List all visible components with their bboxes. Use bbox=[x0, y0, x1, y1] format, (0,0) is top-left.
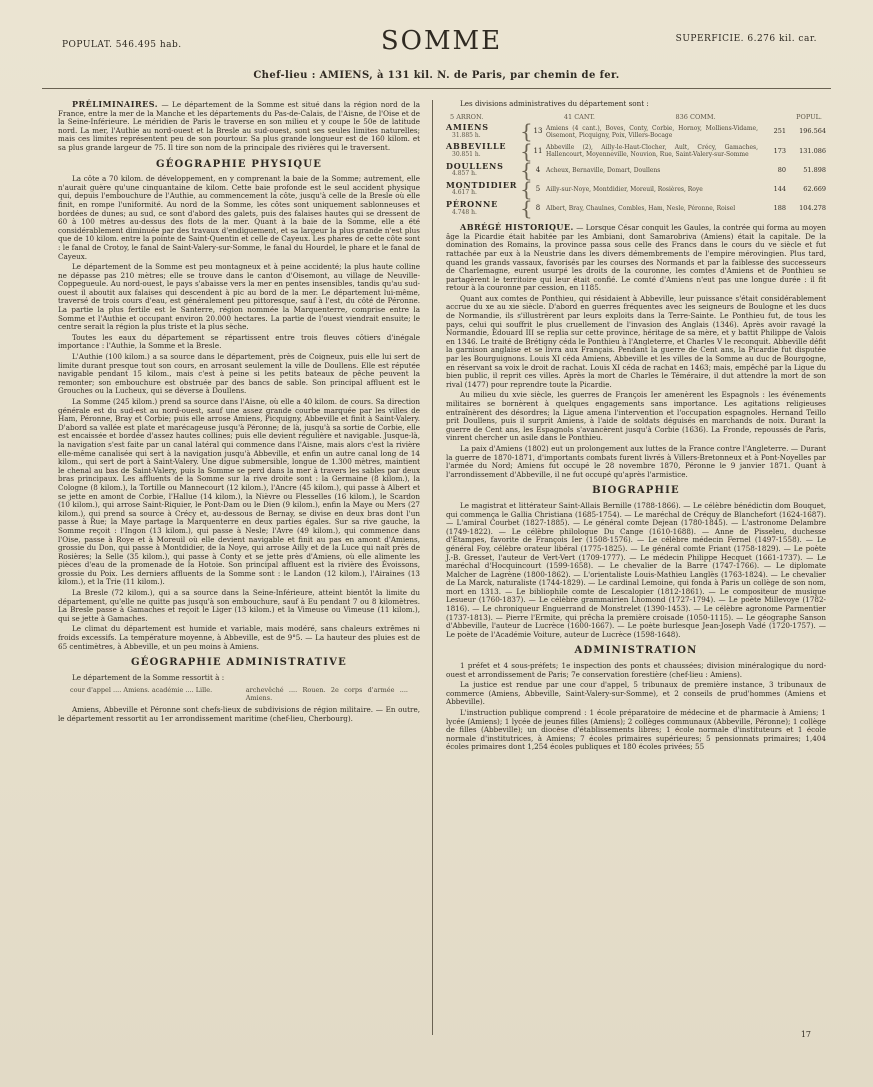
canton-count: 8 bbox=[535, 204, 541, 213]
canton-list: Albert, Bray, Chaulnes, Combles, Ham, Nesle, Péronne, Roisel bbox=[546, 205, 736, 213]
canton-count: 5 bbox=[535, 185, 541, 194]
geo-phys-paragraph: La côte a 70 kilom. de développement, en y comprenant la baie de la Somme; autrement, elle n'aurait guère qu'une cinquantaine de kilom. Cette baie profonde est le seul accident physique qui, depuis l'embouchure de l'Authie, au commencement la côte, jusqu'à celle de la Bresle où elle finit, en rompe l'uniformité. Au nord de la Somme, les côtes sont uniquement sablonneuses et bordées de dunes; au sud, ce sont d'abord des galets, puis des falaises hautes qui se dressent de 60 à 100 mètres au-dessus des flots de la mer. Quant à la baie de la Somme, elle a été considérablement diminuée par des travaux d'endiguement, et sa largeur la plus grande n'est plus que de 10 kilom. entre la pointe de Saint-Quentin et celle de Cayeux. Les phares de cette côte sont : le fanal de Crotoy, le fanal de Saint-Valery-sur-Somme, le fanal du Hourdel, le phare et le fanal de Cayeux. bbox=[58, 174, 420, 261]
commune-count: 144 bbox=[773, 185, 786, 194]
page-header bbox=[40, 26, 843, 66]
population-value: 196.564 bbox=[799, 127, 826, 136]
arrondissement-pop: 30.851 h. bbox=[452, 150, 481, 158]
geo-admin-intro: Le département de la Somme ressortit à : bbox=[72, 672, 225, 682]
canton-count: 4 bbox=[535, 165, 541, 174]
history-paragraph: Au milieu du xvie siècle, les guerres de François Ier amenèrent les Espagnols : les événements militaires se bornèrent à quelques engagements sans importance. Les agitations religieuses entraînèrent des désordres; la Ligue amena l'intervention et l'occupation espagnoles. Hernand Teillo prit Doullens, puis il surprit Amiens, à l'aide de soldats déguisés en marchands de noix. Durant la guerre de Cent ans, les Espagnols s'avancèrent jusqu'à Corbie (1636). La Fronde, repoussés de Paris, vinrent chercher un asile dans le Ponthieu. bbox=[446, 390, 826, 443]
biography-paragraph: Le magistrat et littérateur Saint-Allais Bernille (1788-1866). — Le célèbre bénédictin dom Bouquet, qui commença le Gallia Christiana (1685-1754). — Le maréchal de Créquy de Blanchefort (1624-1687). — L'amiral Courbet (1827-1885). — Le général comte Dejean (1780-1845). — L'astronome Delambre (1749-1822). — Le célèbre philologue Du Cange (1610-1688). — Anne de Pisseleu, duchesse d'Étampes, favorite de François Ier (1508-1576). — Le célèbre médecin Fernel (1497-1558). — Le général Foy, célèbre orateur libéral (1775-1825). — Le général comte Friant (1758-1829). — Le poète J.-B. Gresset, l'auteur de Vert-Vert (1709-1777). — Le médecin Philippe Hecquet (1661-1737). — Le maréchal d'Hocquincourt (1599-1658). — Le chevalier de la Barre (1747-1766). — Le diplomate Malcher de Lagrène (1800-1862). — L'orientaliste Louis-Mathieu Langlès (1763-1824). — Le chevalier de La Marck, naturaliste (1744-1829). — Le cardinal Lemoine, qui fonda à Paris un collège de son nom, mort en 1313. — Le bibliophile comte de Lescalopier (1812-1861). — Le compositeur de musique Lesueur (1760-1837). — Le célèbre grammairien Lhomond (1727-1794). — Le poète Millevoye (1782-1816). — Le chroniqueur Enguerrand de Monstrelet (1390-1453). — Le célèbre agronome Parmentier (1737-1813). — Pierre l'Ermite, qui prêcha la première croisade (1050-1115). — Le géographe Sanson d'Abbeville, l'auteur de Lucrèce (1600-1667). — Le poète burlesque Jean-Joseph Vadé (1720-1757). — Le poète de l'Académie Voiture, auteur de Lucrèce (1598-1648). bbox=[446, 500, 826, 639]
geo-phys-paragraph: Le climat du département est humide et variable, mais modéré, sans chaleurs extrêmes ni froids excessifs. La température moyenne, à Abbeville, est de 9°5. — La hauteur des pluies est de 65 centimètres, à Abbeville, et un peu moins à Amiens. bbox=[58, 624, 420, 651]
population-value: 62.669 bbox=[803, 185, 826, 194]
right-column bbox=[446, 100, 826, 754]
commune-count: 188 bbox=[773, 204, 786, 213]
arrondissement-pop: 31.885 h. bbox=[452, 131, 481, 139]
commune-count: 251 bbox=[773, 127, 786, 136]
population-value: 104.278 bbox=[799, 204, 826, 213]
arrondissement-name: MONTDIDIER bbox=[446, 179, 518, 190]
table-head-cell: 5 ARRON. bbox=[450, 112, 484, 121]
geo-phys-paragraph: Toutes les eaux du département se répartissent entre trois fleuves côtiers d'inégale importance : l'Authie, la Somme et la Bresle. bbox=[58, 332, 420, 351]
history-paragraph bbox=[446, 223, 826, 293]
left-column bbox=[58, 100, 420, 726]
arrondissement-name: PÉRONNE bbox=[446, 198, 499, 209]
canton-list: Acheux, Bernaville, Domart, Doullens bbox=[546, 166, 661, 174]
administration-paragraph: La justice est rendue par une cour d'appel, 5 tribunaux de première instance, 3 tribunaux de commerce (Amiens, Abbeville, Saint-Valery-sur-Somme), et 2 conseils de prud'hommes (Amiens et Abbeville). bbox=[446, 680, 826, 707]
geo-phys-paragraph: L'Authie (100 kilom.) a sa source dans le département, près de Coigneux, puis elle lui sert de limite durant presque tout son cours, en arrosant seulement la ville de Doullens. Elle est réputée navigable pendant 15 kilom., mais c'est à peine si les petits bateaux de pêche peuvent la remonter; son embouchure est obstruée par des bancs de sable. Son principal affluent est le Grouches ou la Lucheux, qui se déverse à Doullens. bbox=[58, 352, 420, 396]
geo-admin-paragraph: Amiens, Abbeville et Péronne sont chefs-lieux de subdivisions de région militaire. — En outre, le département ressortit au 1er arrondissement maritime (chef-lieu, Cherbourg). bbox=[58, 705, 420, 723]
section-title-geographie-physique: GÉOGRAPHIE PHYSIQUE bbox=[155, 158, 323, 170]
commune-count: 173 bbox=[773, 146, 786, 155]
jurisdiction-left: cour d'appel .... Amiens. académie .... Lille. bbox=[70, 686, 213, 695]
arrondissement-pop: 4.857 h. bbox=[452, 170, 477, 178]
brace-glyph: { bbox=[520, 196, 533, 221]
jurisdiction-right: archevêché .... Rouen. 2e corps d'armée .... Amiens. bbox=[245, 686, 408, 703]
canton-list: Abbeville (2), Ailly-le-Haut-Clocher, Ault, Crécy, Gamaches, Hallencourt, Moyenneville, Nouvion, Rue, Saint-Valery-sur-Somme bbox=[546, 143, 758, 158]
arrondissement-name: AMIENS bbox=[446, 122, 489, 133]
preliminaires-lead: PRÉLIMINAIRES. bbox=[72, 99, 159, 109]
chef-lieu-line: Chef-lieu : AMIENS, à 131 kil. N. de Paris, par chemin de fer. bbox=[253, 70, 620, 81]
table-head-cell: 836 COMM. bbox=[675, 112, 716, 121]
section-title-biographie: BIOGRAPHIE bbox=[592, 485, 680, 497]
arrondissement-pop: 4.748 h. bbox=[452, 208, 477, 216]
header-rule bbox=[42, 88, 831, 89]
canton-list: Amiens (4 cant.), Boves, Conty, Corbie, Hornoy, Molliens-Vidame, Oisemont, Picquigny, Poix, Villers-Bocage bbox=[546, 124, 758, 139]
history-paragraph: Quant aux comtes de Ponthieu, qui résidaient à Abbeville, leur puissance s'était considérablement accrue du xe au xie siècle. D'abord en guerres fréquentes avec les seigneurs de Boulogne et les ducs de Normandie, ils s'illustrèrent par leurs exploits dans la Terre-Sainte. Le Ponthieu fut, de tous les pays, celui qui souffrit le plus cruellement de l'invasion des Anglais (1346). Après avoir ravagé la Normandie, Édouard III se replia sur cette province, héritage de sa mère, et y battit Philippe de Valois en 1346. Le traité de Brétigny céda le Ponthieu à l'Angleterre, et Charles V le reconquit. Abbeville défit la garnison anglaise et se livra aux Français. Pendant la guerre de Cent ans, la Picardie fut disputée par les Bourguignons. Louis XI céda Amiens, Abbeville et les villes de la Somme au duc de Bourgogne, en réservant sa voix le droit de rachat. Louis XI céda de rachat en 1463; mais, empêché par la Ligue du bien public, il reprit ces villes. Après la mort de Charles le Téméraire, il dut attendre la mort de son rival (1477) pour reprendre toute la Picardie. bbox=[446, 293, 826, 389]
jurisdiction-table bbox=[70, 686, 408, 702]
brace-glyph: { bbox=[520, 138, 533, 163]
geo-phys-paragraph: La Somme (245 kilom.) prend sa source dans l'Aisne, où elle a 40 kilom. de cours. Sa direction générale est du sud-est au nord-ouest, sauf une assez grande courbe marquée par les villes de Ham, Péronne, Bray et Corbie; puis elle arrose Amiens, Picquigny, Abbeville et finit à Saint-Valery. D'abord sa vallée est plate et marécageuse jusqu'à Péronne; de là, jusqu'à sa sortie de Corbie, elle est encaissée et bordée d'assez hautes collines; puis elle devient régulière et navigable. Jusque-là, la navigation s'est faite par un canal latéral qui commence dans l'Aisne, mais alors c'est la rivière elle-même canalisée qui sert à la navigation jusqu'à Abbeville, et enfin un autre canal long de 14 kilom., qui sert de port à Saint-Valery. Une digue submersible, longue de 1.300 mètres, maintient le chenal au bas de Saint-Valery, puis la Somme se perd dans la mer à travers les sables par deux bras principaux. Les affluents de la Somme sur la rive droite sont : la Germaine (8 kilom.), la Cologne (8 kilom.), la Tortille ou Mannecourt (12 kilom.), l'Ancre (45 kilom.), qui passe à Albert et se jette en amont de Corbie, l'Hallue (14 kilom.), la Nièvre ou Flesselles (16 kilom.), le Scardon (10 kilom.), qui arrose Saint-Riquier, le Pont-Dam ou le Dien (9 kilom.), enfin la Maye ou Mers (27 kilom.), qui prend sa source à Crécy et, au-dessous de Bernay, se divise en deux bras dont l'un passe à Rue; la Maye partage la Marquenterre en deux parties égales. Sur sa rive gauche, la Somme reçoit : l'Ingon (13 kilom.), qui passe à Nesle; l'Avre (49 kilom.), qui commence dans l'Oise, passe à Roye et à Moreuil où elle devient navigable et finit au pas en amont d'Amiens, grossie du Don, qui passe à Montdidier, de la Noye, qui arrose Ailly et de la Luce qui naît près de Rosières; la Selle (35 kilom.), qui passe à Conty et se jette près d'Amiens, où elle alimente les pièces d'eau de la promenade de la Hotoie. Son principal affluent est la rivière des Évoissons, grossie du Poix. Les derniers affluents de la Somme sont : le Landon (12 kilom.), l'Airaines (13 kilom.), et la Trie (11 kilom.). bbox=[58, 397, 420, 587]
geo-phys-paragraph: Le département de la Somme est peu montagneux et à peine accidenté; la plus haute colline ne dépasse pas 210 mètres; elle se trouve dans le canton d'Oisemont, au village de Neuville-Coppegueule. Au nord-ouest, le pays s'abaisse vers la mer en pentes insensibles, tandis qu'au sud-ouest il aboutit aux falaises qui descendent à pic au bord de la mer. Le département lui-même, traversé de trois cours d'eau, est généralement peu pittoresque, sauf à l'est, du côté de Péronne. La partie la plus fertile est le Santerre, région nommée la Marquenterre, comprise entre la Somme et l'Authie et occupant environ 20.000 hectares. La partie de l'ouest viendrait ensuite; le centre serait la région la plus triste et la plus sèche. bbox=[58, 262, 420, 332]
geo-phys-paragraph: La Bresle (72 kilom.), qui a sa source dans la Seine-Inférieure, atteint bientôt la limite du département, qu'elle ne quitte pas jusqu'à son embouchure, sauf à Eu pendant 7 ou 8 kilomètres. La Bresle passe à Gamaches et reçoit le Liger (13 kilom.) et la Vimeuse ou Vimeuse (11 kilom.), qui se jette à Gamaches. bbox=[58, 588, 420, 623]
divisions-table bbox=[446, 112, 826, 221]
brace-glyph: { bbox=[520, 157, 533, 182]
arrondissement-name: DOULLENS bbox=[446, 160, 504, 171]
commune-count: 80 bbox=[777, 165, 786, 174]
arrondissement-name: ABBEVILLE bbox=[446, 141, 507, 152]
table-row bbox=[446, 196, 826, 221]
brace-glyph: { bbox=[520, 177, 533, 202]
table-head-cell: POPUL. bbox=[796, 112, 822, 121]
population-value: 51.898 bbox=[803, 165, 826, 174]
preliminaires-paragraph bbox=[58, 100, 420, 153]
table-row bbox=[446, 177, 826, 202]
brace-glyph: { bbox=[520, 119, 533, 144]
table-row bbox=[446, 157, 826, 182]
population-value: 131.086 bbox=[799, 146, 826, 155]
preliminaires-text: — Le département de la Somme est situé dans la région nord de la France, entre la mer de la Manche et les départements du Pas-de-Calais, de l'Aisne, de l'Oise et de la Seine-Inférieure. Le méridien de Paris le traverse en son milieu et y coupe le 50e de latitude nord. La mer, l'Authie au nord-ouest et la Bresle au sud-ouest, sont ses seules limites naturelles; mais ces limites représentent peu de son pourtour. Sa plus grande longueur est de 160 kilom. et sa plus grande largeur de 75. Il tire son nom de la principale des rivières qui le traversent. bbox=[58, 100, 420, 152]
canton-count: 11 bbox=[533, 146, 543, 155]
population-label: POPULAT. 546.495 hab. bbox=[62, 40, 182, 50]
table-row bbox=[446, 138, 826, 163]
section-title-administration: ADMINISTRATION bbox=[574, 645, 698, 657]
section-title-geographie-administrative: GÉOGRAPHIE ADMINISTRATIVE bbox=[131, 657, 347, 669]
page-title: SOMME bbox=[380, 26, 503, 56]
administration-paragraph: L'instruction publique comprend : 1 école préparatoire de médecine et de pharmacie à Amiens; 1 lycée (Amiens); 1 lycée de jeunes filles (Amiens); 2 collèges communaux (Abbeville, Péronne); 1 collège de filles (Abbeville); un diocèse d'établissements libres; 1 école normale d'instituteurs et 1 école normale d'institutrices, à Amiens; 7 écoles primaires supérieures; 5 pensionnats primaires; 1,404 écoles primaires dont 1,254 écoles publiques et 180 écoles privées; 55 bbox=[446, 708, 826, 752]
table-row bbox=[446, 119, 826, 144]
history-text: — Lorsque César conquit les Gaules, la contrée qui forma au moyen âge la Picardie était habitée par les Ambiani, dont Samarobriva (Amiens) était la capitale. De la domination des Romains, la province passa sous celle des Francs dans le cours du ve siècle et fut rattachée par eux à la Neustrie dans les divers démembrements de l'empire mérovingien. Plus tard, quand les grands vassaux, favorisés par les courses des Normands et par la faiblesse des successeurs de Charlemagne, eurent usurpé les droits de la couronne, les comtes d'Amiens et de Ponthieu se partagèrent le territoire qui leur était confié. Le comté d'Amiens n'eut pas une longue durée : il fit retour à la couronne par cession, en 1185. bbox=[446, 223, 826, 293]
divisions-intro: Les divisions administratives du département sont : bbox=[460, 99, 649, 108]
canton-count: 13 bbox=[533, 127, 543, 136]
column-divider bbox=[432, 100, 433, 1035]
administration-paragraph: 1 préfet et 4 sous-préfets; 1e inspection des ponts et chaussées; division minéralogique du nord-ouest et arrondissement de Paris; 7e conservation forestière (chef-lieu : Amiens). bbox=[446, 661, 826, 679]
table-head-cell: 41 CANT. bbox=[563, 112, 595, 121]
canton-list: Ailly-sur-Noye, Montdidier, Moreuil, Rosières, Roye bbox=[546, 185, 703, 193]
page-number: 17 bbox=[800, 1030, 811, 1039]
arrondissement-pop: 4.617 h. bbox=[452, 189, 477, 197]
history-lead: ABRÉGÉ HISTORIQUE. bbox=[460, 222, 574, 233]
history-paragraph: La paix d'Amiens (1802) eut un prolongement aux luttes de la France contre l'Angleterre. — Durant la guerre de 1870-1871, d'importants combats furent livrés à Villers-Bretonneux et à Pont-Noyelles par l'armée du Nord; Amiens fut occupé le 28 novembre 1870, Péronne le 9 janvier 1871. Quant à l'arrondissement d'Abbeville, il ne fut occupé qu'après l'armistice. bbox=[446, 443, 826, 479]
area-label: SUPERFICIE. 6.276 kil. car. bbox=[675, 34, 817, 44]
divisions-table-header bbox=[446, 113, 826, 122]
